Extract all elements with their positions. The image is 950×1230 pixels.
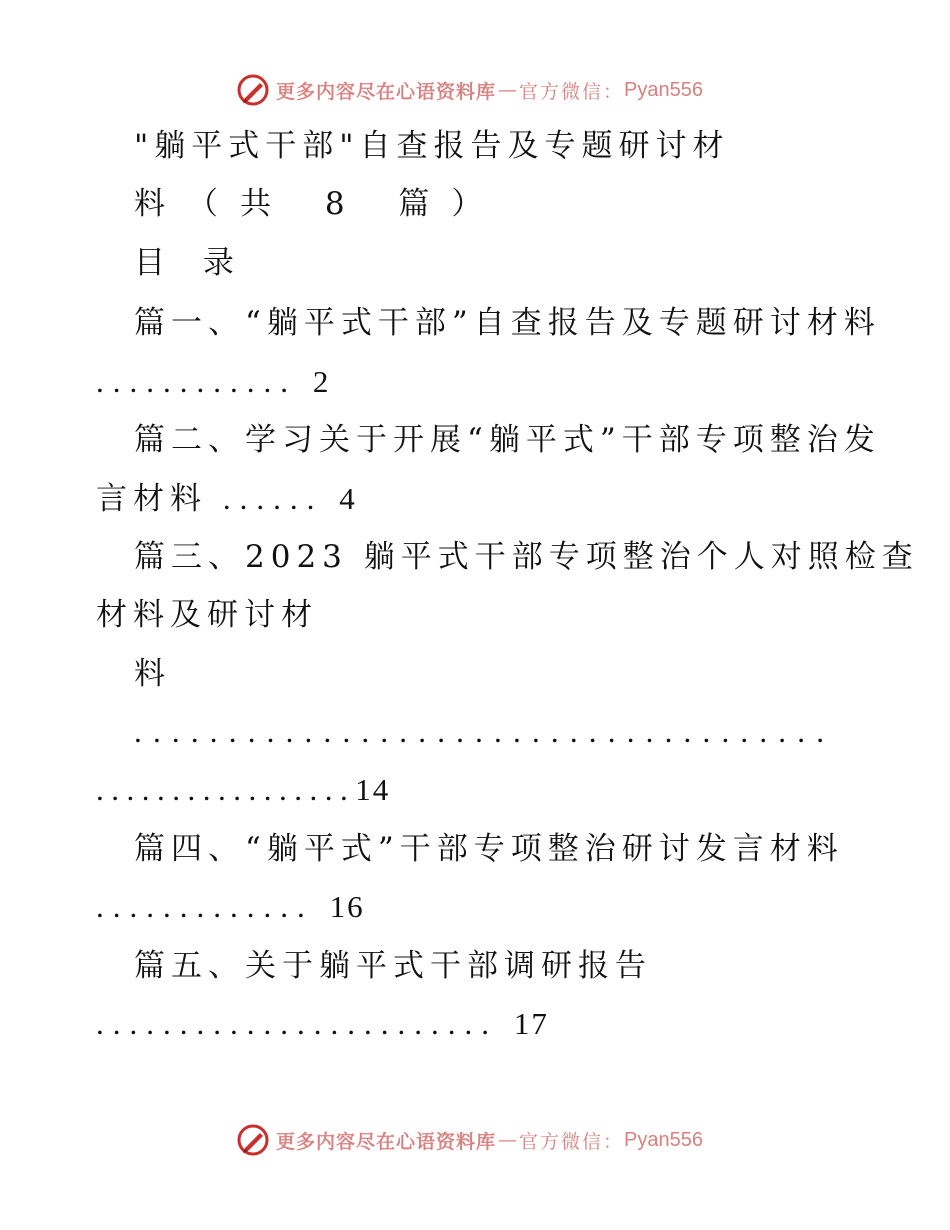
doc-title-line2: 料（共 8 篇）: [134, 186, 505, 222]
toc-item-5-page: 17: [513, 1006, 549, 1041]
toc-item-2-title-line2: 言材料: [96, 481, 207, 517]
banner-site-text: 更多内容尽在心语资料库: [276, 80, 497, 103]
banner-wechat-id: Pyan556: [624, 1128, 703, 1151]
toc-item-5-leader: [96, 1004, 549, 1044]
banner-wechat-label: 官方微信：: [519, 1130, 625, 1153]
toc-item-4-title: 篇四、“躺平式”干部专项整治研讨发言材料: [134, 831, 844, 867]
toc-item-1-dots: ............: [96, 364, 297, 399]
toc-item-2-leader: [96, 479, 357, 519]
toc-item-1-title: 篇一、“躺平式干部”自查报告及专题研讨材料: [134, 305, 881, 341]
header-banner: [236, 72, 703, 108]
toc-item-3-dots-line2: .................: [96, 772, 356, 807]
toc-item-2-dots: ......: [222, 481, 324, 516]
toc-item-4-leader: [96, 887, 365, 927]
banner-wechat-label: 官方微信：: [519, 80, 625, 103]
doc-title-line1: "躺平式干部"自查报告及专题研讨材: [134, 128, 730, 164]
banner-wechat-id: Pyan556: [624, 78, 703, 101]
toc-heading: 目 录: [134, 245, 248, 281]
toc-item-2-page: 4: [339, 481, 357, 516]
footer-banner: [236, 1122, 703, 1158]
pen-logo-icon: [236, 1123, 270, 1157]
toc-item-5-title: 篇五、关于躺平式干部调研报告: [134, 948, 652, 984]
toc-item-1-page: 2: [312, 364, 331, 399]
toc-item-4-dots: .............: [96, 889, 314, 924]
toc-item-3-dots-line1: .....................................: [134, 714, 836, 749]
toc-item-4-page: 16: [329, 889, 365, 924]
banner-site-text: 更多内容尽在心语资料库: [276, 1130, 497, 1153]
banner-separator: —: [498, 79, 518, 101]
toc-item-3-title-line1: 篇三、2023 躺平式干部专项整治个人对照检查: [134, 539, 919, 575]
pen-logo-icon: [236, 73, 270, 107]
toc-item-2-title-line1: 篇二、学习关于开展“躺平式”干部专项整治发: [134, 422, 881, 458]
toc-item-1-leader: [96, 362, 330, 402]
toc-item-3-title-line3: 料: [134, 656, 171, 692]
toc-item-3-page: 14: [355, 772, 391, 807]
toc-item-5-dots: ........................: [96, 1006, 498, 1041]
toc-item-3-title-line2: 材料及研讨材: [96, 597, 318, 633]
banner-separator: —: [498, 1129, 518, 1151]
toc-item-3-leader: [96, 770, 390, 810]
